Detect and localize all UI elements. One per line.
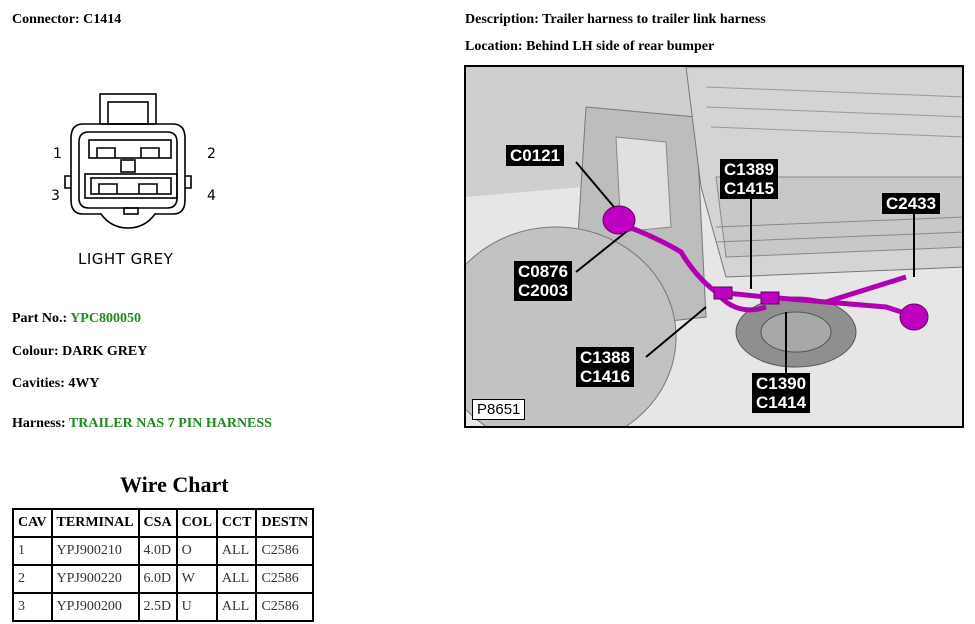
- table-cell: U: [177, 593, 217, 621]
- cavities-line: [12, 376, 100, 392]
- callout-C1389-C1415: C1389 C1415: [720, 159, 778, 199]
- connector-label: Connector:: [12, 12, 80, 27]
- location-line: [465, 39, 714, 55]
- connector-face-diagram: [45, 88, 235, 248]
- part-number-value: YPC800050: [70, 311, 141, 326]
- table-row: [13, 593, 313, 621]
- column-header: TERMINAL: [52, 509, 139, 537]
- vehicle-rear-drawing: [466, 67, 964, 428]
- connector-id: C1414: [83, 12, 122, 27]
- callout-C0876-C2003: C0876 C2003: [514, 261, 572, 301]
- cavities-label: Cavities:: [12, 376, 65, 391]
- table-cell: 6.0D: [139, 565, 177, 593]
- callout-C0121: C0121: [506, 145, 564, 166]
- wire-chart-table: [12, 508, 314, 622]
- colour-line: [12, 344, 147, 360]
- table-cell: 3: [13, 593, 52, 621]
- column-header: CCT: [217, 509, 257, 537]
- table-row: [13, 537, 313, 565]
- description-label: Description:: [465, 12, 539, 27]
- table-cell: 2.5D: [139, 593, 177, 621]
- table-cell: ALL: [217, 593, 257, 621]
- harness-label: Harness:: [12, 416, 66, 431]
- callout-C1388-C1416: C1388 C1416: [576, 347, 634, 387]
- connector-location-illustration: [464, 65, 964, 428]
- connector-heading: [12, 12, 121, 28]
- table-cell: YPJ900210: [52, 537, 139, 565]
- table-cell: 4.0D: [139, 537, 177, 565]
- table-cell: YPJ900200: [52, 593, 139, 621]
- column-header: COL: [177, 509, 217, 537]
- part-number-line: [12, 311, 141, 327]
- wire-chart-title: Wire Chart: [120, 472, 229, 497]
- cavities-value: 4WY: [68, 376, 100, 391]
- callout-C1390-C1414: C1390 C1414: [752, 373, 810, 413]
- location-value: Behind LH side of rear bumper: [526, 39, 715, 54]
- colour-label: Colour:: [12, 344, 59, 359]
- figure-reference: P8651: [472, 399, 525, 420]
- column-header: CSA: [139, 509, 177, 537]
- table-cell: ALL: [217, 537, 257, 565]
- table-cell: O: [177, 537, 217, 565]
- table-cell: C2586: [256, 537, 313, 565]
- table-cell: 2: [13, 565, 52, 593]
- column-header: CAV: [13, 509, 52, 537]
- column-header: DESTN: [256, 509, 313, 537]
- table-cell: C2586: [256, 593, 313, 621]
- pin-2-label: 2: [207, 146, 216, 162]
- table-cell: C2586: [256, 565, 313, 593]
- table-cell: 1: [13, 537, 52, 565]
- table-cell: YPJ900220: [52, 565, 139, 593]
- harness-line: [12, 416, 272, 432]
- table-cell: W: [177, 565, 217, 593]
- colour-value: DARK GREY: [62, 344, 148, 359]
- description-line: [465, 12, 766, 28]
- callout-C2433: C2433: [882, 193, 940, 214]
- pin-1-label: 1: [53, 146, 62, 162]
- table-row: [13, 565, 313, 593]
- pin-4-label: 4: [207, 188, 216, 204]
- connector-colour-caption: LIGHT GREY: [78, 250, 174, 268]
- pin-3-label: 3: [51, 188, 60, 204]
- harness-value: TRAILER NAS 7 PIN HARNESS: [68, 416, 272, 431]
- part-number-label: Part No.:: [12, 311, 68, 326]
- description-value: Trailer harness to trailer link harness: [542, 12, 766, 27]
- location-label: Location:: [465, 39, 523, 54]
- table-cell: ALL: [217, 565, 257, 593]
- table-header-row: [13, 509, 313, 537]
